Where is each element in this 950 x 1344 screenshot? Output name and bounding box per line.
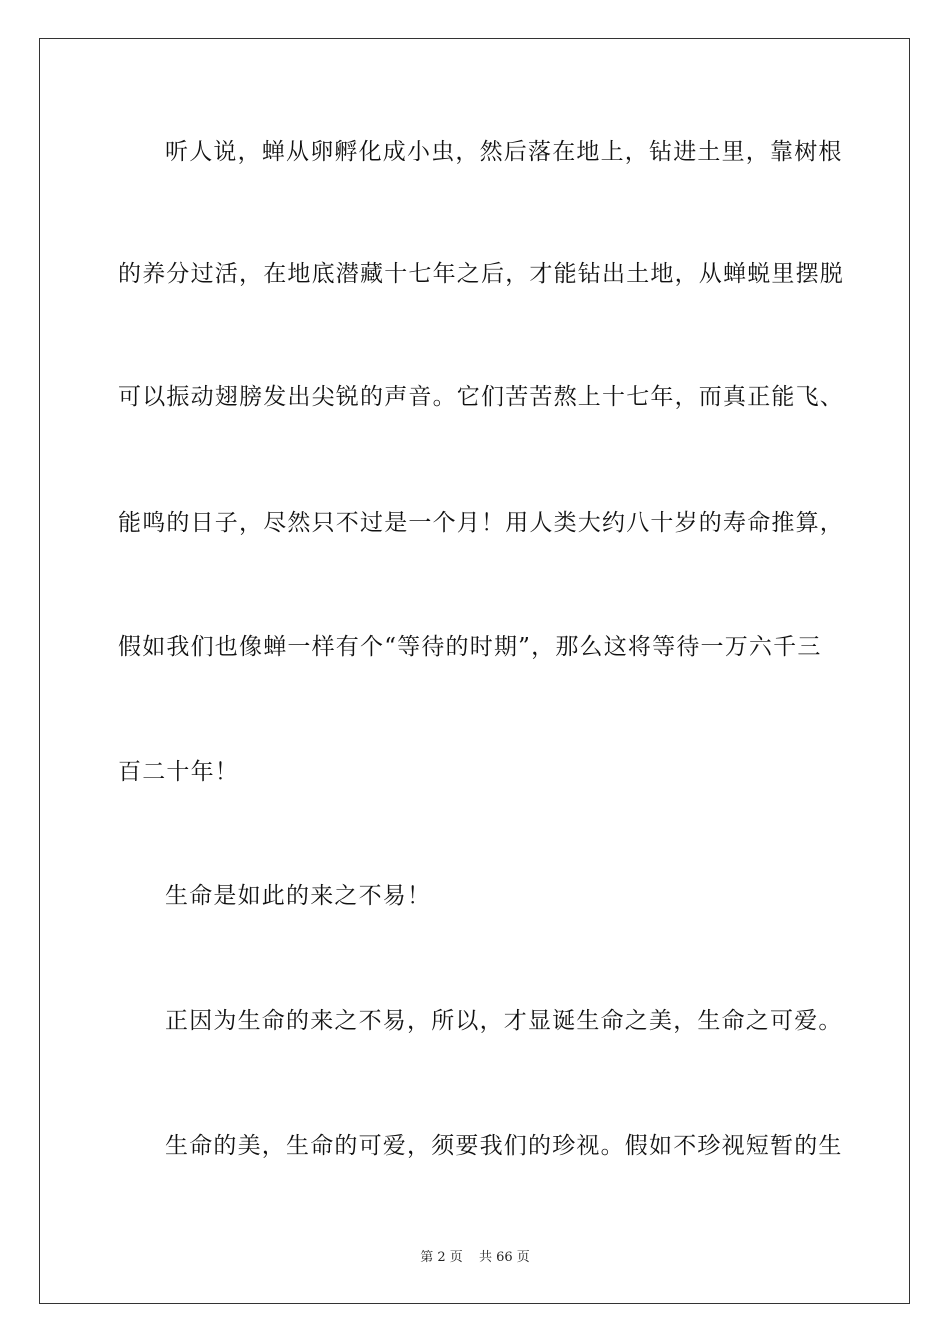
- page-border: [39, 38, 910, 1304]
- paragraph-line: 百二十年！: [118, 759, 239, 785]
- paragraph-line: 假如我们也像蝉一样有个“等待的时期”，那么这将等待一万六千三: [118, 634, 822, 660]
- total-pages: 共 66 页: [478, 1250, 530, 1265]
- page-footer: [0, 1246, 950, 1265]
- paragraph-line: 听人说，蝉从卵孵化成小虫，然后落在地上，钻进土里，靠树根: [165, 139, 843, 165]
- paragraph-line: 生命的美，生命的可爱，须要我们的珍视。假如不珍视短暂的生: [165, 1133, 843, 1159]
- paragraph-line: 可以振动翅膀发出尖锐的声音。它们苦苦熬上十七年，而真正能飞、: [118, 384, 844, 410]
- paragraph-line: 正因为生命的来之不易，所以，才显诞生命之美，生命之可爱。: [165, 1008, 843, 1034]
- page-number: 第 2 页: [420, 1250, 463, 1265]
- paragraph-line: 能鸣的日子，尽然只不过是一个月！用人类大约八十岁的寿命推算，: [118, 510, 844, 536]
- paragraph-line: 生命是如此的来之不易！: [165, 883, 432, 909]
- paragraph-line: 的养分过活，在地底潜藏十七年之后，才能钻出土地，从蝉蜕里摆脱: [118, 261, 844, 287]
